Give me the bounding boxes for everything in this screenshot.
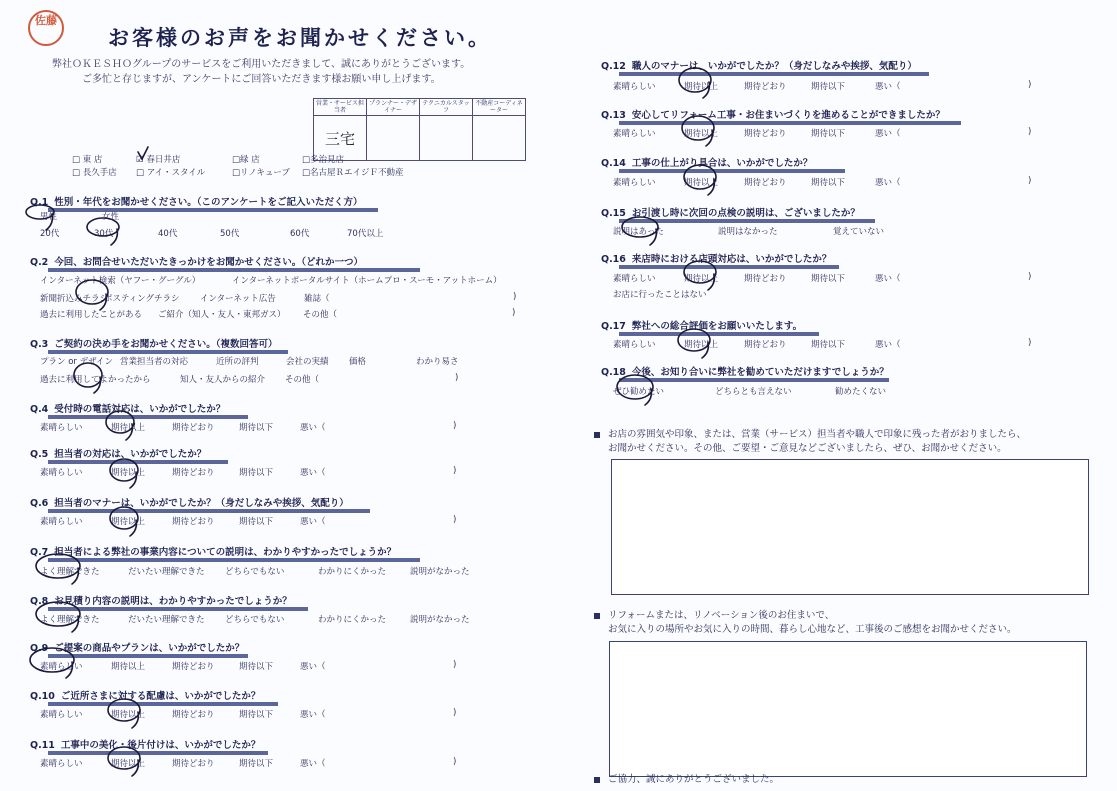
comment-1-prompt [594, 428, 1026, 456]
close-paren: ) [453, 660, 457, 670]
question-number: Q.11 [30, 740, 55, 751]
question-number: Q.3 [30, 339, 49, 350]
question-18-heading [601, 364, 889, 378]
answer-option[interactable]: わかりにくかった [318, 567, 387, 577]
answer-option[interactable]: 期待以上 [111, 517, 146, 527]
answer-option[interactable]: 期待以下 [811, 274, 846, 284]
question-2-heading [30, 254, 363, 268]
close-paren: ) [1028, 176, 1032, 186]
question-text: 担当者による弊社の事業内容についての説明は、わかりやすかったでしょうか？ [54, 547, 397, 558]
answer-option[interactable]: 悪い（ [875, 274, 901, 284]
question-underline [619, 72, 929, 76]
answer-option[interactable]: 期待どおり [744, 82, 787, 92]
close-paren: ) [1028, 272, 1032, 282]
answer-option[interactable]: お店に行ったことはない [613, 290, 707, 300]
store-nagoya-realestate: □名古屋ＲエイジＦ不動産 [302, 168, 404, 178]
answer-option[interactable]: 期待以上 [111, 662, 146, 672]
answer-option[interactable]: わかりにくかった [318, 615, 387, 625]
answer-option[interactable]: 50代 [220, 229, 240, 239]
staff-header-technical: テクニカルスタッフ [420, 99, 473, 116]
answer-option[interactable]: 雑誌（ [304, 294, 330, 304]
comment-1-line-1: お店の雰囲気や印象、または、営業（サービス）担当者や職人で印象に残った者がおりましたら、 [608, 429, 1027, 440]
comment-2-line-1: リフォームまたは、リノベーション後のお住まいで、 [608, 610, 835, 621]
answer-option[interactable]: ポスティングチラシ [104, 294, 180, 304]
answer-option[interactable]: 期待以下 [239, 710, 274, 720]
close-paren: ) [1028, 80, 1032, 90]
answer-option[interactable]: 素晴らしい [613, 129, 656, 139]
question-underline [48, 654, 248, 658]
comment-2-prompt [594, 609, 1017, 637]
answer-option[interactable]: ご紹介（知人・友人・東邦ガス） [158, 310, 286, 320]
answer-option[interactable]: 期待以下 [239, 423, 274, 433]
answer-option[interactable]: 期待どおり [744, 178, 787, 188]
answer-option[interactable]: 素晴らしい [40, 517, 83, 527]
intro-line-1: 弊社ＯＫＥＳＨＯグループのサービスをご利用いただきまして、誠にありがとうございます。 [52, 59, 471, 70]
answer-option[interactable]: 期待以上 [684, 274, 719, 284]
question-number: Q.7 [30, 547, 49, 558]
question-underline [619, 219, 875, 223]
answer-option[interactable]: 価格 [349, 357, 367, 367]
store-tajimi: □多治見店 [302, 155, 345, 165]
footer-thanks-text: ご協力、誠にありがとうございました。 [608, 774, 780, 785]
question-text: 受付時の電話対応は、いかがでしたか？ [54, 404, 226, 415]
question-5-heading [30, 446, 206, 460]
question-underline [619, 265, 839, 269]
store-istyle: □ アイ・スタイル [136, 168, 206, 178]
answer-option[interactable]: 期待以上 [111, 710, 146, 720]
answer-option[interactable]: 素晴らしい [613, 340, 656, 350]
answer-option[interactable]: 期待以上 [111, 423, 146, 433]
close-paren: ) [453, 515, 457, 525]
answer-option[interactable]: その他（ [303, 310, 338, 320]
question-number: Q.8 [30, 596, 49, 607]
answer-option[interactable]: 期待以下 [239, 662, 274, 672]
intro-line-2: ご多忙と存じますが、アンケートにご回答いただきます様お願い申し上げます。 [82, 74, 441, 85]
answer-option[interactable]: 説明がなかった [410, 567, 470, 577]
question-number: Q.10 [30, 691, 55, 702]
answer-option[interactable]: 期待以下 [239, 759, 274, 769]
question-text: 担当者のマナーは、いかがでしたか？（身だしなみや挨拶、気配り） [54, 498, 349, 509]
answer-option[interactable]: 期待どおり [172, 468, 215, 478]
answer-option[interactable]: 男性 [40, 212, 58, 222]
name-stamp: 佐藤 [28, 10, 64, 46]
bullet-square-icon [594, 432, 600, 438]
answer-option[interactable]: 期待以上 [111, 468, 146, 478]
answer-option[interactable]: 悪い（ [875, 178, 901, 188]
answer-option[interactable]: ぜひ勧めたい [613, 387, 665, 397]
question-underline [48, 607, 308, 611]
answer-option[interactable]: 悪い（ [300, 423, 326, 433]
answer-option[interactable]: よく理解できた [40, 567, 100, 577]
question-underline [48, 509, 370, 513]
answer-option[interactable]: 素晴らしい [40, 423, 83, 433]
answer-option[interactable]: 悪い（ [300, 468, 326, 478]
question-underline [48, 208, 378, 212]
question-text: 安心してリフォーム工事・お住まいづくりを進めることができましたか？ [631, 110, 945, 121]
answer-option[interactable]: 新聞折込みチラシ [40, 294, 109, 304]
question-number: Q.4 [30, 404, 49, 415]
handwritten-staff-name: 三宅 [324, 129, 355, 148]
answer-option[interactable]: 期待どおり [172, 517, 215, 527]
question-underline [48, 702, 278, 706]
answer-option[interactable]: 素晴らしい [613, 178, 656, 188]
answer-option[interactable]: 期待どおり [172, 423, 215, 433]
answer-option[interactable]: 近所の評判 [216, 357, 259, 367]
store-east: □ 東 店 [72, 155, 103, 165]
store-kasugai: ☑ 春日井店 [136, 155, 181, 165]
close-paren: ) [1028, 338, 1032, 348]
staff-table [313, 98, 526, 161]
comment-1-box[interactable] [611, 459, 1089, 595]
answer-option[interactable]: 期待どおり [172, 710, 215, 720]
question-underline [48, 460, 228, 464]
question-text: 性別・年代をお聞かせください。（このアンケートをご記入いただく方） [54, 197, 363, 208]
answer-option[interactable]: だいたい理解できた [128, 567, 205, 577]
page-title: お客様のお声をお聞かせください。 [108, 26, 492, 50]
answer-option[interactable]: 素晴らしい [40, 759, 83, 769]
answer-option[interactable]: 期待以下 [811, 178, 846, 188]
staff-header-realestate: 不動産コーディネーター [473, 99, 526, 116]
question-15-heading [601, 205, 860, 219]
answer-option[interactable]: 素晴らしい [613, 82, 656, 92]
question-text: 今回、お問合せいただいたきっかけをお聞かせください。（どれか一つ） [54, 257, 364, 268]
answer-option[interactable]: 素晴らしい [613, 274, 656, 284]
question-number: Q.1 [30, 197, 49, 208]
question-number: Q.2 [30, 257, 49, 268]
answer-option[interactable]: 勧めたくない [835, 387, 887, 397]
answer-option[interactable]: 期待以下 [811, 340, 846, 350]
answer-option[interactable]: だいたい理解できた [128, 615, 205, 625]
question-underline [619, 121, 961, 125]
question-6-heading [30, 495, 349, 509]
answer-option[interactable]: その他（ [285, 375, 320, 385]
answer-option[interactable]: 40代 [158, 229, 178, 239]
question-number: Q.9 [30, 643, 49, 654]
question-text: 今後、お知り合いに弊社を勧めていただけますでしょうか？ [631, 367, 889, 378]
question-underline [619, 332, 819, 336]
question-number: Q.12 [601, 61, 626, 72]
question-4-heading [30, 401, 225, 415]
question-text: 担当者の対応は、いかがでしたか？ [54, 449, 207, 460]
answer-option[interactable]: 期待どおり [172, 662, 215, 672]
question-underline [48, 268, 420, 272]
question-number: Q.15 [601, 208, 626, 219]
answer-option[interactable]: 期待以下 [811, 129, 846, 139]
comment-2-line-2: お気に入りの場所やお気に入りの時間、暮らし心地など、工事後のご感想をお聞かせください。 [608, 624, 1017, 635]
question-number: Q.13 [601, 110, 626, 121]
answer-option[interactable]: 期待以上 [684, 178, 719, 188]
question-9-heading [30, 640, 244, 654]
answer-option[interactable]: 期待以下 [239, 468, 274, 478]
answer-option[interactable]: 期待以上 [684, 129, 719, 139]
question-14-heading [601, 155, 812, 169]
store-midori: □緑 店 [232, 155, 260, 165]
answer-option[interactable]: どちらとも言えない [715, 387, 792, 397]
question-16-heading [601, 251, 831, 265]
comment-1-line-2: お聞かせください。その他、ご要望・ご意見などございましたら、ぜひ、お聞かせください。 [608, 443, 1007, 454]
answer-option[interactable]: 悪い（ [300, 662, 326, 672]
question-8-heading [30, 593, 292, 607]
question-text: 職人のマナーは、いかがでしたか？（身だしなみや挨拶、気配り） [631, 61, 917, 72]
question-underline [48, 415, 248, 419]
question-number: Q.14 [601, 158, 626, 169]
answer-option[interactable]: 知人・友人からの紹介 [180, 375, 266, 385]
store-renocube: □リノキューブ [232, 168, 290, 178]
question-number: Q.5 [30, 449, 49, 460]
answer-option[interactable]: 期待以下 [239, 517, 274, 527]
question-1-heading [30, 194, 362, 208]
close-paren: ) [1028, 127, 1032, 137]
staff-header-planner: プランナー・デザイナー [367, 99, 420, 116]
answer-option[interactable]: 営業担当者の対応 [120, 357, 189, 367]
answer-option[interactable]: 60代 [290, 229, 310, 239]
question-underline [619, 169, 845, 173]
answer-option[interactable]: インターネット広告 [200, 294, 276, 304]
question-text: お引渡し時に次回の点検の説明は、ございましたか？ [631, 208, 860, 219]
answer-option[interactable]: 期待どおり [744, 129, 787, 139]
staff-header-sales: 営業・サービス担当者 [314, 99, 367, 116]
question-text: 工事の仕上がり具合は、いかがでしたか？ [631, 158, 813, 169]
question-underline [619, 378, 889, 382]
question-3-heading [30, 336, 278, 350]
close-paren: ) [453, 757, 457, 767]
answer-option[interactable]: 20代 [40, 229, 60, 239]
answer-option[interactable]: 素晴らしい [40, 710, 83, 720]
close-paren: ) [453, 708, 457, 718]
question-number: Q.17 [601, 321, 626, 332]
answer-option[interactable]: 期待以上 [684, 82, 719, 92]
question-underline [48, 350, 288, 354]
question-12-heading [601, 58, 917, 72]
close-paren: ) [512, 308, 516, 318]
answer-option[interactable]: 説明はあった [613, 227, 664, 237]
answer-option[interactable]: 期待どおり [172, 759, 215, 769]
comment-2-box[interactable] [609, 641, 1087, 777]
answer-option[interactable]: 会社の実績 [286, 357, 329, 367]
question-text: お見積り内容の説明は、わかりやすかったでしょうか？ [54, 596, 292, 607]
answer-option[interactable]: インターネットポータルサイト（ホームプロ・スーモ・アットホーム） [232, 276, 502, 286]
answer-option[interactable]: 悪い（ [300, 759, 326, 769]
question-underline [48, 558, 420, 562]
answer-option[interactable]: 悪い（ [875, 82, 901, 92]
answer-option[interactable]: 30代 [94, 229, 114, 239]
answer-option[interactable]: 過去に利用してよかったから [40, 375, 151, 385]
answer-option[interactable]: 覚えていない [833, 227, 885, 237]
answer-option[interactable]: 素晴らしい [40, 662, 83, 672]
question-number: Q.16 [601, 254, 626, 265]
bullet-square-icon [594, 777, 600, 783]
footer-thanks [594, 773, 779, 787]
question-number: Q.6 [30, 498, 49, 509]
answer-option[interactable]: プラン or デザイン [40, 357, 114, 367]
answer-option[interactable]: どちらでもない [225, 615, 285, 625]
question-underline [48, 751, 268, 755]
answer-option[interactable]: 70代以上 [347, 229, 384, 239]
question-text: ご近所さまに対する配慮は、いかがでしたか？ [60, 691, 261, 702]
staff-cell-planner [367, 116, 420, 161]
question-text: ご提案の商品やプランは、いかがでしたか？ [54, 643, 245, 654]
answer-option[interactable]: 悪い（ [300, 710, 326, 720]
close-paren: ) [455, 373, 459, 383]
answer-option[interactable]: 過去に利用したことがある [40, 310, 143, 320]
store-nagakute: □ 長久手店 [72, 168, 117, 178]
question-10-heading [30, 688, 260, 702]
answer-option[interactable]: インターネット検索（ヤフー・グーグル） [40, 276, 201, 286]
answer-option[interactable]: 期待以上 [111, 759, 146, 769]
answer-option[interactable]: わかり易さ [416, 357, 459, 367]
question-13-heading [601, 107, 945, 121]
answer-option[interactable]: よく理解できた [40, 615, 100, 625]
question-number: Q.18 [601, 367, 626, 378]
staff-cell-realestate [473, 116, 526, 161]
answer-option[interactable]: 期待どおり [744, 274, 787, 284]
answer-option[interactable]: どちらでもない [225, 567, 285, 577]
answer-option[interactable]: 女性 [102, 212, 120, 222]
question-text: 弊社への総合評価をお願いいたします。 [631, 321, 803, 332]
answer-option[interactable]: 期待以下 [811, 82, 846, 92]
close-paren: ) [453, 466, 457, 476]
answer-option[interactable]: 悪い（ [875, 340, 901, 350]
staff-cell-technical [420, 116, 473, 161]
question-11-heading [30, 737, 260, 751]
answer-option[interactable]: 素晴らしい [40, 468, 83, 478]
question-17-heading [601, 318, 802, 332]
question-text: ご契約の決め手をお聞かせください。（複数回答可） [54, 339, 278, 350]
bullet-square-icon [594, 613, 600, 619]
question-text: 来店時における店頭対応は、いかがでしたか？ [631, 254, 832, 265]
answer-option[interactable]: 悪い（ [300, 517, 326, 527]
question-7-heading [30, 544, 396, 558]
close-paren: ) [453, 421, 457, 431]
answer-option[interactable]: 説明がなかった [410, 615, 470, 625]
answer-option[interactable]: 説明はなかった [718, 227, 778, 237]
answer-option[interactable]: 期待以上 [684, 340, 719, 350]
close-paren: ) [513, 292, 517, 302]
answer-option[interactable]: 期待どおり [744, 340, 787, 350]
question-text: 工事中の美化・後片付けは、いかがでしたか？ [60, 740, 261, 751]
answer-option[interactable]: 悪い（ [875, 129, 901, 139]
